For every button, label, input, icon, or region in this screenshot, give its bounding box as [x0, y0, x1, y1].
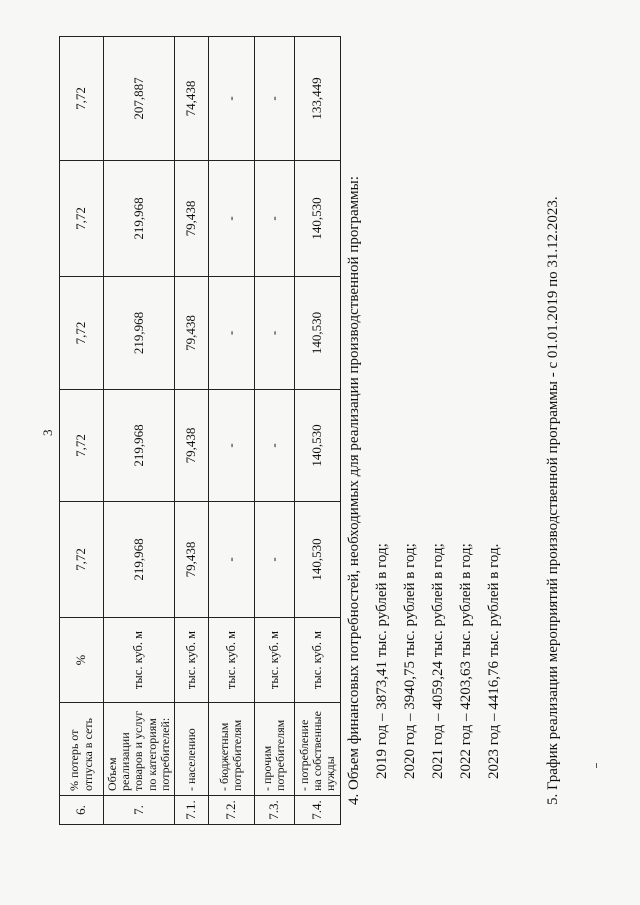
row-unit: тыс. куб. м [208, 618, 254, 703]
row-value: - [254, 502, 294, 618]
table-row [294, 37, 340, 825]
row-value: 133,449 [294, 37, 340, 161]
row-value: - [254, 390, 294, 502]
row-number: 7.1. [174, 796, 208, 825]
table-row [104, 37, 175, 825]
table-row [174, 37, 208, 825]
table-row [254, 37, 294, 825]
row-label: - потребление на собственные нужды [294, 703, 340, 796]
row-value: 140,530 [294, 502, 340, 618]
section-5: 5. График реализации мероприятий производственной программы - с 01.01.2019 по 31.12.2023. [545, 196, 561, 805]
row-unit: тыс. куб. м [104, 618, 175, 703]
row-value: 79,438 [174, 390, 208, 502]
row-value: 140,530 [294, 390, 340, 502]
row-value: 79,438 [174, 277, 208, 390]
financing-item: 2022 год – 4203,63 тыс. рублей в год; [458, 543, 474, 779]
row-value: - [208, 37, 254, 161]
production-table [59, 36, 341, 825]
table-row [208, 37, 254, 825]
section-4 [340, 25, 508, 805]
row-value: 79,438 [174, 161, 208, 277]
row-number: 6. [60, 796, 104, 825]
row-value: 207,887 [104, 37, 175, 161]
row-unit: % [60, 618, 104, 703]
row-value: - [254, 37, 294, 161]
row-value: 219,968 [104, 277, 175, 390]
financing-item: 2023 год – 4416,76 тыс. рублей в год. [486, 543, 502, 779]
row-unit: тыс. куб. м [254, 618, 294, 703]
row-label: - населению [174, 703, 208, 796]
row-number: 7.3. [254, 796, 294, 825]
row-value: 140,530 [294, 161, 340, 277]
row-value: - [254, 161, 294, 277]
table-row [60, 37, 104, 825]
row-value: 7,72 [60, 390, 104, 502]
row-value: - [208, 390, 254, 502]
row-value: 7,72 [60, 37, 104, 161]
row-unit: тыс. куб. м [294, 618, 340, 703]
row-number: 7.4. [294, 796, 340, 825]
row-number: 7.2. [208, 796, 254, 825]
row-value: 219,968 [104, 390, 175, 502]
row-value: - [208, 502, 254, 618]
row-label: - прочим потребителям [254, 703, 294, 796]
financing-item: 2021 год – 4059,24 тыс. рублей в год; [430, 543, 446, 779]
financing-item: 2020 год – 3940,75 тыс. рублей в год; [402, 543, 418, 779]
row-value: 7,72 [60, 277, 104, 390]
row-label: Объем реализации товаров и услуг по категориям потребителей: [104, 703, 175, 796]
row-value: - [254, 277, 294, 390]
row-value: 219,968 [104, 502, 175, 618]
row-value: 140,530 [294, 277, 340, 390]
row-unit: тыс. куб. м [174, 618, 208, 703]
row-value: - [208, 277, 254, 390]
financing-item: 2019 год – 3873,41 тыс. рублей в год; [374, 543, 390, 779]
row-value: 219,968 [104, 161, 175, 277]
row-label: % потерь от отпуска в сеть [60, 703, 104, 796]
row-value: 79,438 [174, 502, 208, 618]
row-value: 7,72 [60, 502, 104, 618]
section-4-heading: 4. Объем финансовых потребностей, необходимых для реализации производственной программы: [346, 176, 362, 805]
scan-mark [596, 763, 597, 768]
row-number: 7. [104, 796, 175, 825]
row-value: 74,438 [174, 37, 208, 161]
page-number: 3 [40, 429, 55, 436]
row-value: - [208, 161, 254, 277]
row-value: 7,72 [60, 161, 104, 277]
row-label: - бюджетным потребителям [208, 703, 254, 796]
